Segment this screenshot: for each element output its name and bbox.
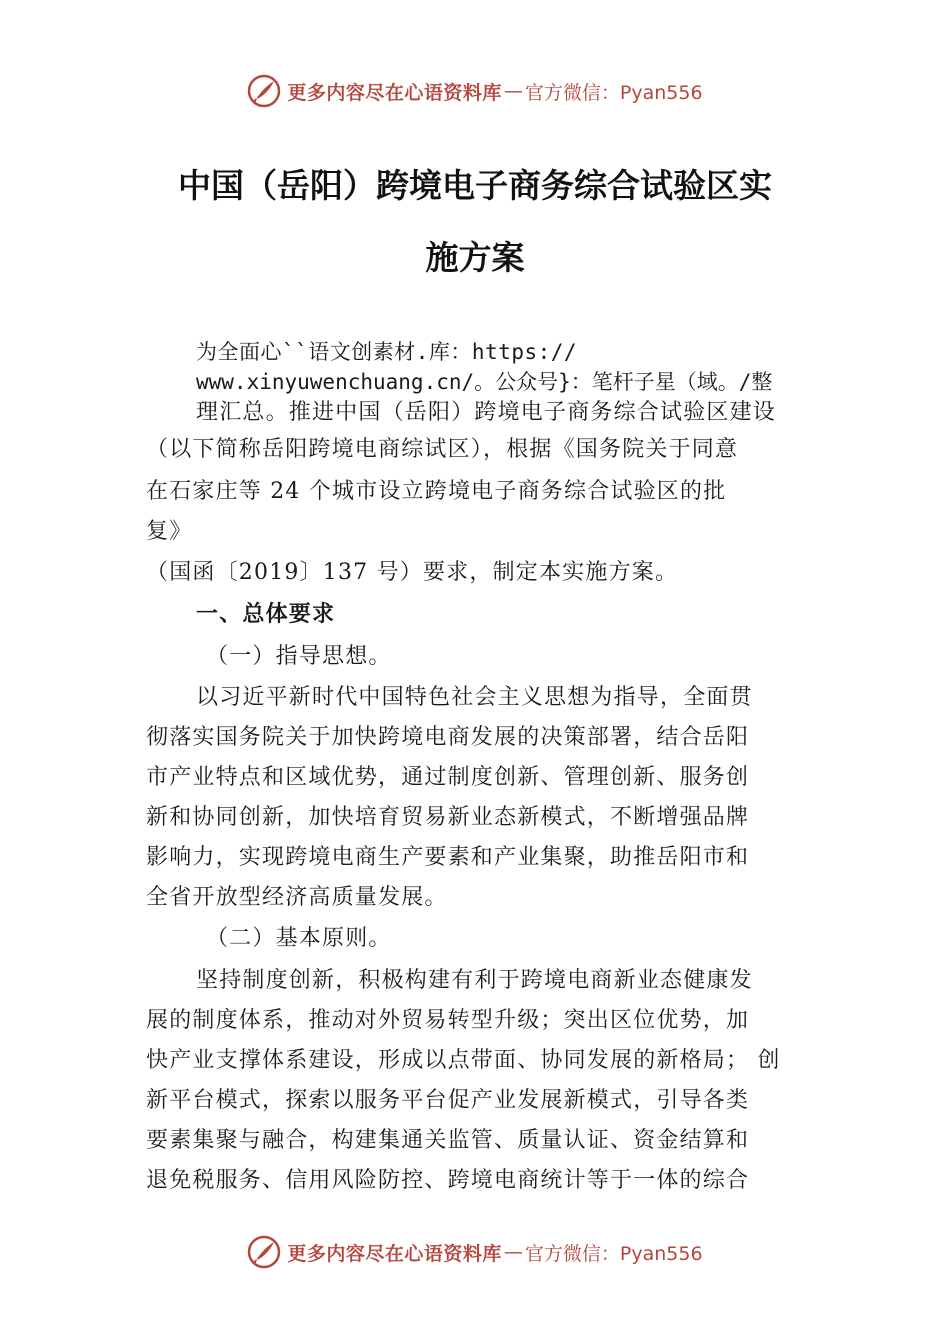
paragraph-line: 新和协同创新，加快培育贸易新业态新模式，不断增强品牌 bbox=[146, 805, 750, 830]
paragraph-line: 影响力，实现跨境电商生产要素和产业集聚，助推岳阳市和 bbox=[146, 845, 750, 870]
paragraph-line: 彻落实国务院关于加快跨境电商发展的决策部署，结合岳阳 bbox=[146, 725, 750, 750]
banner-separator: — bbox=[503, 80, 523, 102]
banner-contact: 官方微信：Pyan556 bbox=[524, 1242, 703, 1265]
paragraph-line: 市产业特点和区域优势，通过制度创新、管理创新、服务创 bbox=[146, 765, 750, 790]
intro-line-6: 复》 bbox=[146, 519, 193, 544]
paragraph-line: 坚持制度创新，积极构建有利于跨境电商新业态健康发 bbox=[196, 968, 753, 993]
footer-banner bbox=[0, 1230, 950, 1274]
paragraph-line: 展的制度体系，推动对外贸易转型升级；突出区位优势，加 bbox=[146, 1008, 750, 1033]
quill-logo-icon bbox=[247, 74, 281, 108]
banner-contact: 官方微信：Pyan556 bbox=[524, 81, 703, 104]
banner-text: 更多内容尽在心语资料库 bbox=[287, 81, 502, 104]
document-title-line-1: 中国（岳阳）跨境电子商务综合试验区实 bbox=[178, 166, 772, 205]
intro-line-1: 为全面心``语文创素材.库：https:// bbox=[196, 340, 578, 364]
document-title-line-2: 施方案 bbox=[425, 238, 525, 277]
paragraph-line: 快产业支撑体系建设，形成以点带面、协同发展的新格局； 创 bbox=[146, 1048, 781, 1073]
section-heading: 一、总体要求 bbox=[196, 602, 336, 627]
intro-line-5: 在石家庄等 24 个城市设立跨境电子商务综合试验区的批 bbox=[146, 479, 727, 504]
banner-separator: — bbox=[503, 1241, 523, 1263]
subsection-heading: （二）基本原则。 bbox=[206, 926, 392, 951]
paragraph-line: 以习近平新时代中国特色社会主义思想为指导，全面贯 bbox=[196, 685, 753, 710]
subsection-heading: （一）指导思想。 bbox=[206, 644, 392, 669]
intro-line-4: （以下简称岳阳跨境电商综试区），根据《国务院关于同意 bbox=[146, 437, 739, 462]
paragraph-line: 退免税服务、信用风险防控、跨境电商统计等于一体的综合 bbox=[146, 1168, 750, 1193]
paragraph-line: 全省开放型经济高质量发展。 bbox=[146, 885, 448, 910]
quill-logo-icon bbox=[247, 1235, 281, 1269]
intro-line-3: 理汇总。推进中国（岳阳）跨境电子商务综合试验区建设 bbox=[196, 400, 777, 425]
header-banner bbox=[0, 69, 950, 113]
paragraph-line: 要素集聚与融合，构建集通关监管、质量认证、资金结算和 bbox=[146, 1128, 750, 1153]
intro-line-2: www.xinyuwenchuang.cn/。公众号}：笔杆子星（域。/整 bbox=[196, 370, 773, 394]
paragraph-line: 新平台模式，探索以服务平台促产业发展新模式，引导各类 bbox=[146, 1088, 750, 1113]
banner-text: 更多内容尽在心语资料库 bbox=[287, 1242, 502, 1265]
intro-line-7: （国函〔2019〕137 号）要求，制定本实施方案。 bbox=[146, 560, 679, 585]
